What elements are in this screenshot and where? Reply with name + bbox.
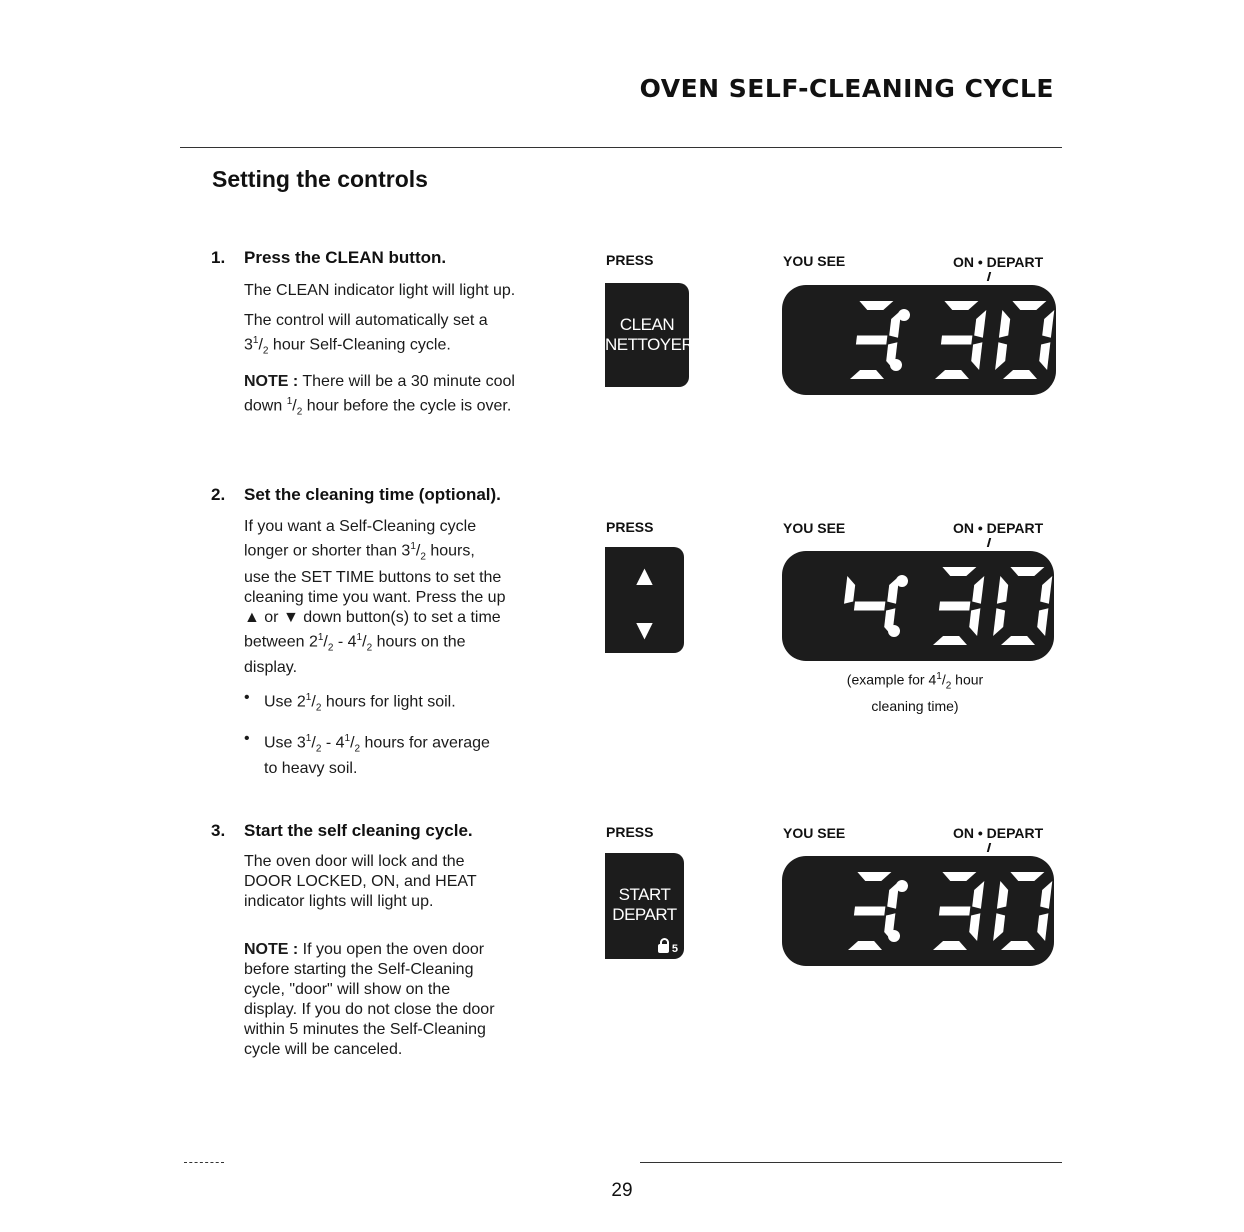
segment-g xyxy=(854,602,886,611)
segment-a xyxy=(1010,567,1044,576)
footer-rule xyxy=(640,1162,1062,1163)
step-3-text xyxy=(244,852,574,1060)
step-2-line: longer or shorter than 3 xyxy=(244,542,411,560)
on-depart-label: ON • DEPART xyxy=(953,825,1044,841)
clock-display xyxy=(782,285,1056,395)
note-text: before starting the Self-Cleaning xyxy=(244,961,474,978)
caption-text: (example for 4 xyxy=(846,671,937,688)
display-digit-2 xyxy=(933,872,984,950)
list-item: • Use $2^1/_2$ hours for light soil. xyxy=(244,688,574,719)
up-arrow-button[interactable]: ▲ xyxy=(630,560,659,591)
segment-b xyxy=(972,881,984,909)
segment-c xyxy=(971,342,982,370)
segment-a xyxy=(1010,872,1044,881)
colon-dot-2 xyxy=(888,625,900,637)
clean-button-label-fr: NETTOYER xyxy=(605,335,694,354)
fraction-num: 1 xyxy=(317,631,324,643)
colon-dot-2 xyxy=(890,359,902,371)
bullet-text: - 4 xyxy=(321,733,345,751)
note-label: NOTE : xyxy=(244,941,299,958)
segment-f xyxy=(997,576,1008,604)
step-3-line: The oven door will lock and the xyxy=(244,853,465,870)
clock-display xyxy=(782,551,1054,661)
colon-dot-1 xyxy=(896,880,908,892)
display-digit-3 xyxy=(993,567,1052,645)
step-3-number: 3. xyxy=(211,821,226,840)
start-button-label: START xyxy=(618,885,671,904)
clean-button[interactable] xyxy=(605,283,694,387)
step-1-p2-post: hour Self-Cleaning cycle. xyxy=(268,336,451,354)
fraction-num: 1 xyxy=(936,671,942,682)
step-1-heading: Press the CLEAN button. xyxy=(244,248,447,267)
caption-text: hour xyxy=(951,671,984,688)
display-digit-2 xyxy=(935,301,986,379)
step-3-line: DOOR LOCKED, ON, and HEAT xyxy=(244,873,477,890)
note-text: display. If you do not close the door xyxy=(244,1001,495,1018)
you-see-label: YOU SEE xyxy=(783,825,846,841)
step-1-number: 1. xyxy=(211,248,226,267)
display-digit-3 xyxy=(993,872,1052,950)
display-digits xyxy=(782,551,1054,661)
fraction-num: 1 xyxy=(410,541,416,552)
segment-c xyxy=(969,913,980,941)
display-digits xyxy=(782,285,1056,395)
step-2-heading: Set the cleaning time (optional). xyxy=(244,485,501,504)
start-button-label-fr: DEPART xyxy=(612,905,677,924)
you-see-label: YOU SEE xyxy=(783,253,846,269)
fraction-den: 2 xyxy=(327,642,334,654)
step-2-line: use the SET TIME buttons to set the xyxy=(244,568,502,586)
you-see-label: YOU SEE xyxy=(783,520,846,536)
lock-icon xyxy=(658,944,669,953)
segment-b xyxy=(974,310,986,338)
header-rule xyxy=(180,147,1062,148)
step-1-p1: The CLEAN indicator light will light up. xyxy=(244,282,516,299)
segment-c xyxy=(969,608,980,636)
bullet-text: Use 3 xyxy=(264,733,306,751)
caption-text: cleaning time) xyxy=(871,698,959,715)
segment-g xyxy=(856,336,888,345)
segment-d xyxy=(933,941,967,950)
segment-d xyxy=(1001,941,1035,950)
segment-a xyxy=(1012,301,1046,310)
note-label: NOTE : xyxy=(244,372,299,390)
step-3-heading: Start the self cleaning cycle. xyxy=(244,821,473,840)
on-depart-label: ON • DEPART xyxy=(953,254,1044,270)
display-caption: (example for $4^1/_2$ hour cleaning time) xyxy=(846,671,984,715)
segment-d xyxy=(933,636,967,645)
display-digit-3 xyxy=(995,301,1054,379)
bullet-text: to heavy soil. xyxy=(264,760,358,778)
fraction-num: 1 xyxy=(305,732,312,744)
fraction-num: 1 xyxy=(286,395,293,407)
segment-a xyxy=(859,301,893,310)
step-1-p2-pre: The control will automatically set a xyxy=(244,312,488,329)
step-2-number: 2. xyxy=(211,485,226,504)
segment-b xyxy=(1040,881,1052,909)
step-1-text: The CLEAN indicator light will light up. The control will automatically set a $3^1/_2$ hour Self-Cleaning cycle. NOTE : There will be a 30 minute cool down $^1/_2$ hour before the cycle is over. xyxy=(244,282,516,418)
bullet-text: hours for average xyxy=(360,733,490,751)
segment-b xyxy=(972,576,984,604)
indicator-tick xyxy=(987,538,991,547)
segment-d xyxy=(1001,636,1035,645)
fraction-num: 1 xyxy=(344,732,351,744)
indicator-tick xyxy=(987,272,991,281)
fraction-den: 2 xyxy=(354,743,361,755)
step-2-line: If you want a Self-Cleaning cycle xyxy=(244,518,477,535)
down-arrow-button[interactable]: ▼ xyxy=(630,614,659,645)
section-title: Setting the controls xyxy=(212,166,428,192)
soil-bullet-list xyxy=(244,688,574,779)
step-2-line: - 4 xyxy=(333,632,357,650)
step-2-line: cleaning time you want. Press the up xyxy=(244,588,506,606)
note-text: within 5 minutes the Self-Cleaning xyxy=(244,1021,486,1038)
footer-rule-left xyxy=(184,1162,224,1163)
segment-g xyxy=(941,336,973,345)
segment-f xyxy=(997,881,1008,909)
segment-g xyxy=(939,907,971,916)
step-2-text: If you want a Self-Cleaning cycle longer or shorter than $3^1/_2$ hours, use the SET TIME buttons to set the cleaning time you want. Press the up ▲ or ▼ down button(s) to set a time between $2^1/_2 - 4^1/_2$ hours on the display. • Use $2^1/_2$ hours for light soil. • Use $3^1/_2 - 4^1/_2$ hours for average to heavy soil. xyxy=(244,517,574,789)
step-2-line: hours on the xyxy=(372,632,466,650)
segment-a xyxy=(857,872,891,881)
segment-a xyxy=(944,301,978,310)
fraction-den: 2 xyxy=(945,680,952,692)
display-digits xyxy=(782,856,1054,966)
on-depart-label: ON • DEPART xyxy=(953,520,1044,536)
fraction-den: 2 xyxy=(296,406,303,418)
segment-g xyxy=(939,602,971,611)
colon-dot-1 xyxy=(898,309,910,321)
segment-g xyxy=(854,907,886,916)
segment-d xyxy=(848,941,882,950)
segment-d xyxy=(850,370,884,379)
lock-badge-count: 5 xyxy=(671,943,678,955)
fraction-num: 1 xyxy=(356,631,363,643)
segment-f xyxy=(844,576,855,604)
note-text: There will be a 30 minute cool xyxy=(298,372,515,390)
segment-e xyxy=(993,608,1005,636)
display-digit-2 xyxy=(933,567,984,645)
segment-d xyxy=(935,370,969,379)
segment-c xyxy=(1037,913,1048,941)
note-text: cycle will be canceled. xyxy=(244,1041,403,1058)
note-text: If you open the oven door xyxy=(298,941,485,958)
note-text: cycle, "door" will show on the xyxy=(244,981,451,998)
segment-a xyxy=(942,872,976,881)
segment-c xyxy=(1037,608,1048,636)
colon-dot-1 xyxy=(896,575,908,587)
fraction-den: 2 xyxy=(366,642,373,654)
fraction-den: 2 xyxy=(420,551,426,563)
press-label: PRESS xyxy=(606,252,654,268)
lock-badge xyxy=(658,943,678,955)
list-item: • Use $3^1/_2 - 4^1/_2$ hours for average to heavy soil. xyxy=(244,729,574,780)
fraction-den: 2 xyxy=(315,743,322,755)
fraction-num: 1 xyxy=(252,335,259,346)
step-2-line: hours, xyxy=(425,542,475,560)
fraction-whole: 3 xyxy=(244,336,253,354)
bullet-text: hours for light soil. xyxy=(321,693,456,711)
start-button[interactable] xyxy=(605,853,684,959)
press-label: PRESS xyxy=(606,519,654,535)
segment-e xyxy=(993,913,1005,941)
note-text: down xyxy=(244,396,287,414)
indicator-tick xyxy=(987,843,991,852)
page-header-title: OVEN SELF-CLEANING CYCLE xyxy=(639,74,1054,103)
fraction-den: 2 xyxy=(315,702,322,714)
segment-d xyxy=(1003,370,1037,379)
step-2-line: display. xyxy=(244,659,298,677)
step-2-line: between 2 xyxy=(244,632,318,650)
press-label: PRESS xyxy=(606,824,654,840)
step-3-line: indicator lights will light up. xyxy=(244,893,434,910)
colon-dot-2 xyxy=(888,930,900,942)
fraction-num: 1 xyxy=(305,692,312,704)
set-time-buttons xyxy=(605,547,684,653)
segment-f xyxy=(999,310,1010,338)
page-number: 29 xyxy=(611,1180,633,1201)
fraction-den: 2 xyxy=(262,345,269,357)
segment-b xyxy=(1042,310,1054,338)
segment-e xyxy=(995,342,1007,370)
segment-a xyxy=(942,567,976,576)
segment-b xyxy=(1040,576,1052,604)
bullet-text: Use 2 xyxy=(264,693,306,711)
step-2-line: ▲ or ▼ down button(s) to set a time xyxy=(244,608,501,626)
clock-display xyxy=(782,856,1054,966)
note-text: hour before the cycle is over. xyxy=(302,396,512,414)
clean-button-label: CLEAN xyxy=(619,315,675,334)
segment-c xyxy=(1039,342,1050,370)
